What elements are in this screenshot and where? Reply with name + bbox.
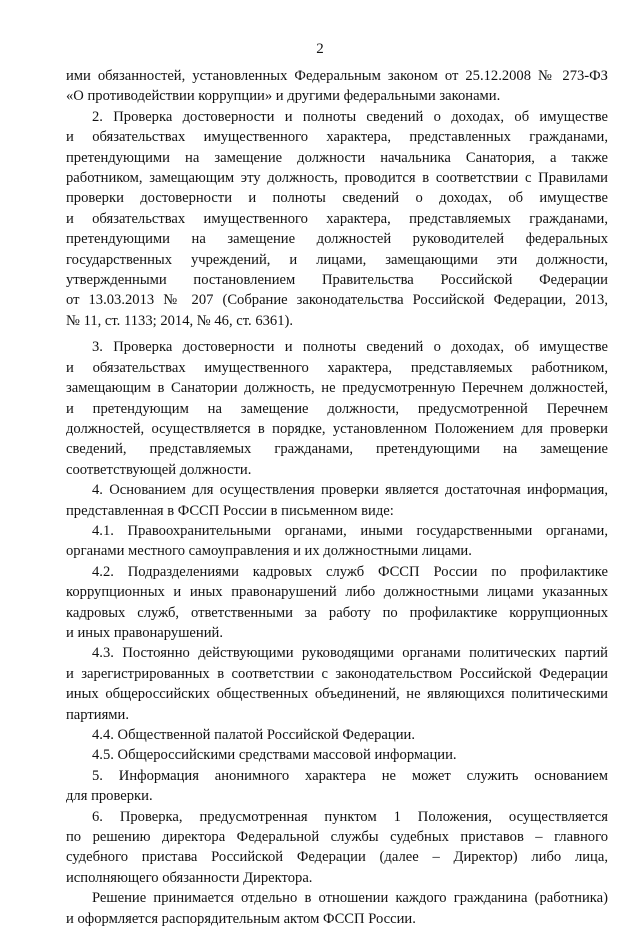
text-line: сведений, представляемых гражданами, претендующими на замещение	[66, 441, 608, 458]
text-line: судебного пристава Российской Федерации (далее – Директор) либо лица,	[66, 849, 608, 866]
text-line: 4.5. Общероссийскими средствами массовой информации.	[92, 747, 457, 764]
text-line: работником, замещающим эту должность, проводится в соответствии с Правилами	[66, 170, 608, 187]
text-line: для проверки.	[66, 788, 153, 805]
text-line: государственных учреждений, и лицами, замещающими эти должности,	[66, 251, 608, 268]
text-line: замещающим в Санатории должность, не предусмотренную Перечнем должностей,	[66, 380, 608, 397]
text-line: 4.2. Подразделениями кадровых служб ФССП России по профилактике	[92, 563, 608, 580]
text-line: 5. Информация анонимного характера не может служить основанием	[92, 767, 608, 784]
text-line: по решению директора Федеральной службы судебных приставов – главного	[66, 829, 608, 846]
text-line: и обязательствах имущественного характера, представляемых работником,	[66, 359, 608, 376]
text-line: 4.1. Правоохранительными органами, иными государственными органами,	[92, 522, 608, 539]
text-line: 3. Проверка достоверности и полноты сведений о доходах, об имуществе	[92, 339, 608, 356]
text-line: исполняющего обязанности Директора.	[66, 869, 313, 886]
text-line: ими обязанностей, установленных Федеральным законом от 25.12.2008 № 273-ФЗ	[66, 68, 608, 84]
text-line: 4.4. Общественной палатой Российской Федерации.	[92, 727, 415, 743]
text-line: кадровых служб, ответственными за работу по профилактике коррупционных	[66, 604, 608, 621]
text-line: представленная в ФССП России в письменном виде:	[66, 502, 394, 519]
text-line: и оформляется распорядительным актом ФССП России.	[66, 910, 416, 927]
text-line: коррупционных и иных правонарушений либо должностными лицами указанных	[66, 584, 608, 601]
text-line: должностей, осуществляется в порядке, установленном Положением для проверки	[66, 420, 608, 437]
text-line: претендующими на замещение должностей руководителей федеральных	[66, 231, 608, 248]
text-line: и зарегистрированных в соответствии с законодательством Российской Федерации	[66, 665, 608, 682]
text-line: иных общероссийских общественных объединений, не являющихся политическими	[66, 686, 608, 703]
text-line: от 13.03.2013 № 207 (Собрание законодательства Российской Федерации, 2013,	[66, 292, 608, 309]
text-line: 4.3. Постоянно действующими руководящими органами политических партий	[92, 645, 608, 662]
text-line: соответствующей должности.	[66, 461, 252, 478]
text-line: и обязательствах имущественного характера, представленных гражданами,	[66, 129, 608, 146]
text-line: и обязательствах имущественного характера, представляемых гражданами,	[66, 210, 608, 227]
text-line: 2. Проверка достоверности и полноты сведений о доходах, об имуществе	[92, 108, 608, 125]
text-line: претендующими на замещение должности начальника Санатория, а также	[66, 149, 608, 166]
text-line: и претендующим на замещение должности, предусмотренной Перечнем	[66, 400, 608, 417]
text-line: утвержденными постановлением Правительства Российской Федерации	[66, 272, 608, 289]
text-line: проверки достоверности и полноты сведений о доходах, об имуществе	[66, 190, 608, 207]
document-body	[66, 66, 608, 929]
text-line: Решение принимается отдельно в отношении каждого гражданина (работника)	[92, 890, 608, 907]
text-line: «О противодействии коррупции» и другими федеральными законами.	[66, 88, 501, 105]
text-line: № 11, ст. 1133; 2014, № 46, ст. 6361).	[66, 312, 294, 329]
text-line: органами местного самоуправления и их должностными лицами.	[66, 543, 472, 560]
text-line: и иных правонарушений.	[66, 624, 223, 641]
text-line: партиями.	[66, 706, 129, 723]
text-line: 6. Проверка, предусмотренная пунктом 1 Положения, осуществляется	[92, 808, 608, 825]
text-line: 4. Основанием для осуществления проверки является достаточная информация,	[92, 482, 608, 499]
page-number: 2	[316, 41, 324, 57]
